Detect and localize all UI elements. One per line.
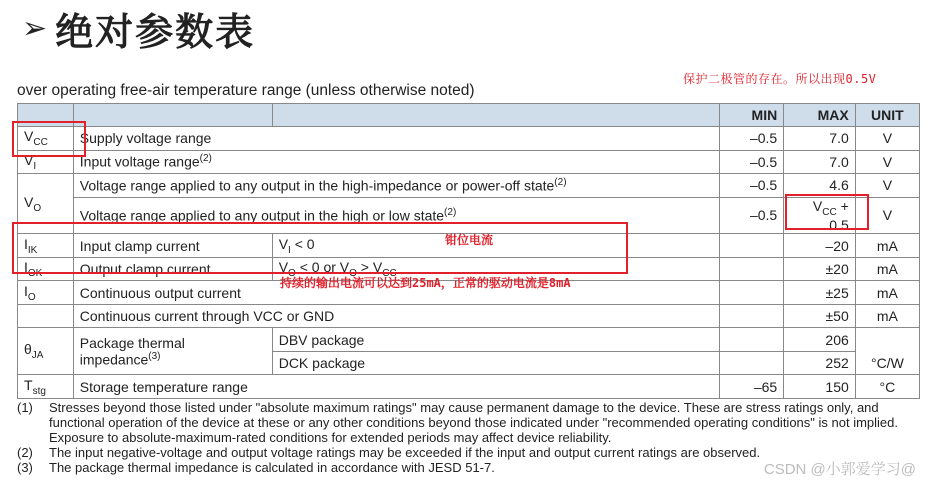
header-max: MAX [784, 104, 856, 127]
unit-cell: V [855, 150, 919, 174]
max-cell: 4.6 [784, 174, 856, 198]
table-row-theta-1 [18, 328, 920, 352]
symbol-cell: $V_{CC}$ [18, 127, 74, 151]
max-cell: 252 [784, 351, 856, 375]
min-cell: –0.5 [720, 150, 784, 174]
annotation-protection-diode: 保护二极管的存在。所以出现0.5V [683, 72, 877, 86]
unit-cell: V [855, 127, 919, 151]
symbol-cell: $I_{IK}$ [18, 234, 74, 258]
param-cell: Input clamp current [73, 234, 272, 258]
symbol-cell: $\theta_{JA}$ [18, 328, 74, 375]
max-cell: –20 [784, 234, 856, 258]
param-cell: Package thermal impedance$^{(3)}$ [73, 328, 272, 375]
max-cell: 206 [784, 328, 856, 352]
min-cell: –65 [720, 375, 784, 399]
table-row-vcc [18, 127, 920, 151]
footnote-1: (1) Stresses beyond those listed under "absolute maximum ratings" may cause permanent damage to the device. These are stress ratings only, and functional operation of the device at these or any other conditions beyond those indicated under "recommended operating conditions" is not implied. Exposure to absolute-maximum-rated conditions for extended periods may affect device reliability. [17, 400, 898, 445]
table-row-ivcc [18, 304, 920, 328]
table-subtitle: over operating free-air temperature range (unless otherwise noted) [17, 82, 475, 99]
param-cell: Supply voltage range [73, 127, 719, 151]
param-cell: Output clamp current [73, 257, 272, 281]
highlight-box-clamp [12, 222, 628, 274]
unit-cell: mA [855, 281, 919, 305]
table-row-vi [18, 150, 920, 174]
unit-cell: mA [855, 234, 919, 258]
annotation-output-current: 持续的输出电流可以达到25mA，正常的驱动电流是8mA [280, 276, 571, 290]
symbol-cell: $V_I$ [18, 150, 74, 174]
annotation-clamp-current: 钳位电流 [445, 233, 494, 247]
table-row-tstg [18, 375, 920, 399]
param-cell: Voltage range applied to any output in the high or low state$^{(2)}$ [73, 197, 719, 234]
max-cell: ±20 [784, 257, 856, 281]
watermark: CSDN @小郭爱学习@ [763, 461, 916, 478]
max-cell: ±50 [784, 304, 856, 328]
unit-cell: V [855, 197, 919, 234]
unit-cell: °C [855, 375, 919, 399]
param-cell: Continuous output current [73, 281, 719, 305]
section-heading [22, 4, 255, 52]
arrow-bullet-icon: ➢ [22, 10, 48, 46]
symbol-cell: $V_O$ [18, 174, 74, 234]
param-cell: Storage temperature range [73, 375, 719, 399]
unit-cell: mA [855, 257, 919, 281]
max-cell: 150 [784, 375, 856, 399]
condition-cell: $V_I < 0$ [272, 234, 719, 258]
param-cell: Voltage range applied to any output in the high-impedance or power-off state$^{(2)}$ [73, 174, 719, 198]
symbol-cell: $T_{stg}$ [18, 375, 74, 399]
min-cell: –0.5 [720, 174, 784, 198]
header-min: MIN [720, 104, 784, 127]
min-cell: –0.5 [720, 197, 784, 234]
max-cell: $V_{CC} + 0.5$ [784, 197, 856, 234]
footnote-2: (2) The input negative-voltage and output voltage ratings may be exceeded if the input and output current ratings are observed. [17, 445, 761, 460]
header-unit: UNIT [855, 104, 919, 127]
param-cell: Input voltage range$^{(2)}$ [73, 150, 719, 174]
page-title: 绝对参数表 [55, 9, 256, 54]
unit-cell: °C/W [855, 328, 919, 375]
unit-cell: V [855, 174, 919, 198]
condition-cell: DCK package [272, 351, 719, 375]
symbol-cell: $I_{OK}$ [18, 257, 74, 281]
symbol-cell: $I_O$ [18, 281, 74, 305]
max-cell: 7.0 [784, 127, 856, 151]
max-cell: ±25 [784, 281, 856, 305]
max-cell: 7.0 [784, 150, 856, 174]
table-header-row [18, 104, 920, 127]
highlight-box-vcc [12, 121, 86, 157]
condition-cell: DBV package [272, 328, 719, 352]
condition-cell: $V_O < 0$ or $V_O > V_{CC}$ [272, 257, 719, 281]
unit-cell: mA [855, 304, 919, 328]
highlight-box-vcc-max [785, 194, 869, 230]
param-cell: Continuous current through VCC or GND [73, 304, 719, 328]
min-cell: –0.5 [720, 127, 784, 151]
footnote-3: (3) The package thermal impedance is calculated in accordance with JESD 51-7. [17, 460, 495, 475]
